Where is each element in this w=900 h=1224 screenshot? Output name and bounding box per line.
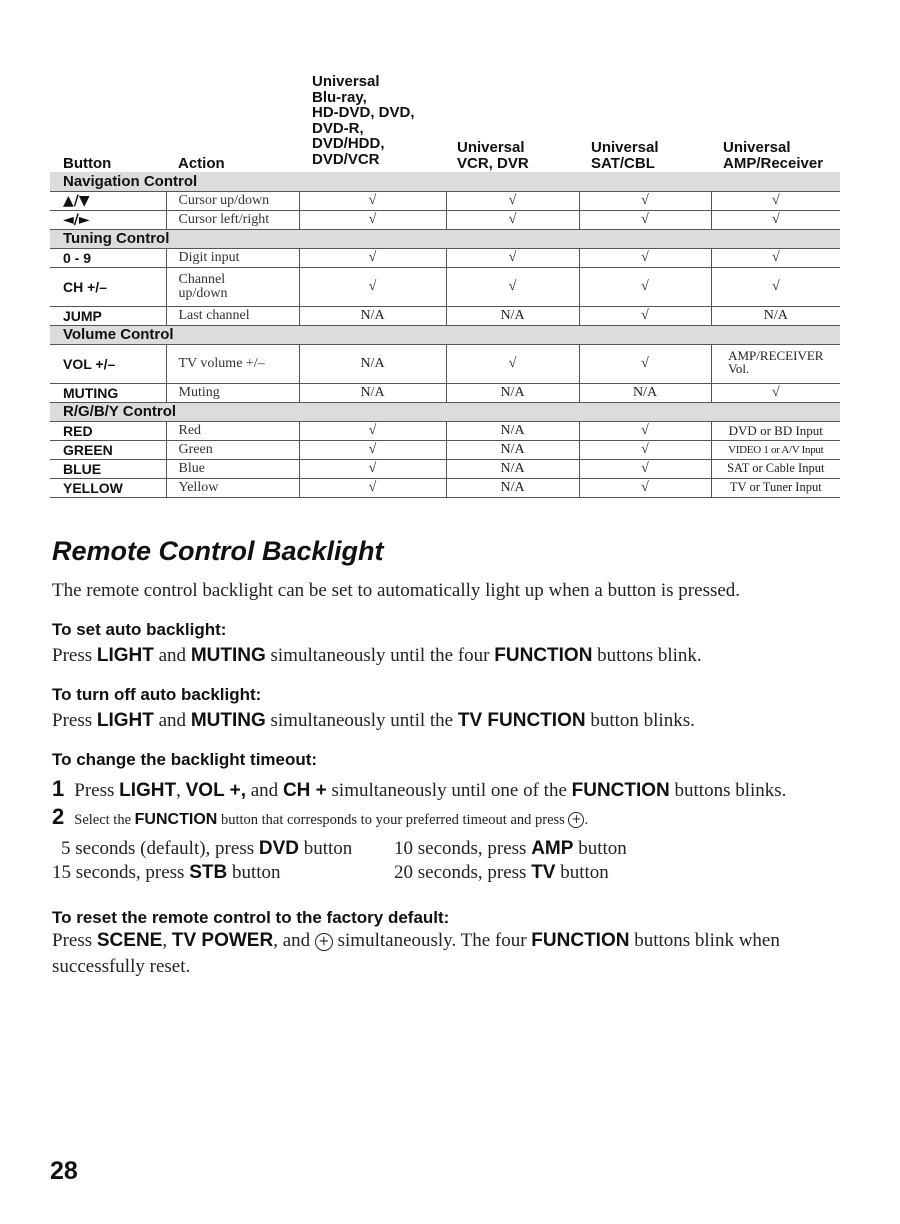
- header-col4: Universal AMP/Receiver: [723, 139, 824, 172]
- table-row: [50, 440, 840, 459]
- header-col1: Universal Blu-ray, HD-DVD, DVD, DVD-R, DVD/HDD, DVD/VCR: [312, 73, 415, 168]
- check-mark: √: [579, 191, 711, 210]
- check-mark: √: [711, 191, 840, 210]
- table-row: [50, 248, 840, 267]
- check-mark: √: [711, 267, 840, 306]
- section-label: R/G/B/Y Control: [50, 402, 840, 421]
- row-action: Cursor up/down: [166, 191, 299, 210]
- section-label: Volume Control: [50, 325, 840, 344]
- cell-value: SAT or Cable Input: [711, 459, 840, 478]
- cell-value: N/A: [446, 421, 579, 440]
- row-button: ◄/►: [50, 210, 166, 229]
- row-button: 0 - 9: [50, 248, 166, 267]
- set-heading: To set auto backlight:: [52, 620, 227, 639]
- check-mark: √: [299, 421, 446, 440]
- row-button: GREEN: [50, 440, 166, 459]
- check-mark: √: [299, 267, 446, 306]
- section-rgby: [50, 402, 840, 421]
- check-mark: √: [579, 267, 711, 306]
- check-mark: √: [299, 478, 446, 497]
- reset-text-line2: successfully reset.: [52, 956, 191, 977]
- reset-heading: To reset the remote control to the factory default:: [52, 908, 450, 927]
- table-row: [50, 344, 840, 383]
- table-row: [50, 459, 840, 478]
- check-mark: √: [446, 248, 579, 267]
- timeout-15s: 15 seconds, press STB button: [52, 862, 281, 883]
- check-mark: √: [711, 248, 840, 267]
- row-button: ▲/▼: [50, 191, 166, 210]
- row-button: JUMP: [50, 306, 166, 325]
- table-row: [50, 478, 840, 497]
- cell-value: N/A: [446, 440, 579, 459]
- check-mark: √: [579, 248, 711, 267]
- check-mark: √: [579, 478, 711, 497]
- check-mark: √: [299, 248, 446, 267]
- check-mark: √: [446, 267, 579, 306]
- set-text: Press LIGHT and MUTING simultaneously until the four FUNCTION buttons blink.: [52, 645, 702, 666]
- row-action: Digit input: [166, 248, 299, 267]
- cell-value: N/A: [446, 306, 579, 325]
- plus-button-icon: +: [315, 933, 333, 951]
- table-row: [50, 210, 840, 229]
- check-mark: √: [579, 459, 711, 478]
- cell-value: DVD or BD Input: [711, 421, 840, 440]
- table-row: [50, 421, 840, 440]
- header-action: Action: [178, 155, 225, 172]
- off-heading: To turn off auto backlight:: [52, 685, 262, 704]
- row-button: CH +/–: [50, 267, 166, 306]
- cell-value: N/A: [711, 306, 840, 325]
- row-button: VOL +/–: [50, 344, 166, 383]
- row-button: MUTING: [50, 383, 166, 402]
- header-col3: Universal SAT/CBL: [591, 139, 659, 172]
- timeout-10s: 10 seconds, press AMP button: [394, 838, 627, 859]
- row-action: Green: [166, 440, 299, 459]
- check-mark: √: [579, 344, 711, 383]
- check-mark: √: [299, 440, 446, 459]
- header-button: Button: [63, 155, 112, 172]
- check-mark: √: [711, 210, 840, 229]
- timeout-heading: To change the backlight timeout:: [52, 750, 318, 769]
- check-mark: √: [579, 210, 711, 229]
- step-2: 2 Select the FUNCTION button that corresponds to your preferred timeout and press + .: [52, 804, 589, 829]
- section-label: Navigation Control: [50, 172, 840, 191]
- row-action: Muting: [166, 383, 299, 402]
- row-button: RED: [50, 421, 166, 440]
- step-1: 1 Press LIGHT, VOL +, and CH + simultaneously until one of the FUNCTION buttons blinks.: [52, 776, 787, 801]
- row-action: Cursor left/right: [166, 210, 299, 229]
- row-action: Last channel: [166, 306, 299, 325]
- table-row: [50, 191, 840, 210]
- check-mark: √: [446, 210, 579, 229]
- table-row: [50, 267, 840, 306]
- cell-value: N/A: [579, 383, 711, 402]
- off-text: Press LIGHT and MUTING simultaneously until the TV FUNCTION button blinks.: [52, 710, 695, 731]
- row-action: Red: [166, 421, 299, 440]
- row-action: Channel up/down: [166, 267, 299, 306]
- row-button: BLUE: [50, 459, 166, 478]
- table-row: [50, 383, 840, 402]
- row-action: Yellow: [166, 478, 299, 497]
- check-mark: √: [446, 191, 579, 210]
- intro-text: The remote control backlight can be set to automatically light up when a button is pressed.: [52, 580, 741, 601]
- compatibility-table: [50, 172, 840, 498]
- reset-text: Press SCENE, TV POWER, and + simultaneously. The four FUNCTION buttons blink when: [52, 930, 780, 951]
- check-mark: √: [299, 459, 446, 478]
- check-mark: √: [579, 421, 711, 440]
- check-mark: √: [299, 210, 446, 229]
- page-number: 28: [50, 1157, 78, 1185]
- cell-value: TV or Tuner Input: [711, 478, 840, 497]
- cell-value: N/A: [446, 478, 579, 497]
- timeout-5s: 5 seconds (default), press DVD button: [61, 838, 353, 859]
- row-action: TV volume +/–: [166, 344, 299, 383]
- row-action: Blue: [166, 459, 299, 478]
- header-col2: Universal VCR, DVR: [457, 139, 529, 172]
- cell-value: N/A: [446, 383, 579, 402]
- section-title: Remote Control Backlight: [52, 536, 384, 566]
- cell-value: N/A: [299, 383, 446, 402]
- section-volume: [50, 325, 840, 344]
- check-mark: √: [446, 344, 579, 383]
- section-navigation: [50, 172, 840, 191]
- cell-value: N/A: [299, 344, 446, 383]
- plus-button-icon: +: [568, 812, 584, 828]
- section-tuning: [50, 229, 840, 248]
- cell-value: AMP/RECEIVER Vol.: [711, 344, 840, 383]
- check-mark: √: [579, 440, 711, 459]
- timeout-20s: 20 seconds, press TV button: [394, 862, 609, 883]
- section-label: Tuning Control: [50, 229, 840, 248]
- cell-value: VIDEO 1 or A/V Input: [711, 440, 840, 459]
- check-mark: √: [711, 383, 840, 402]
- cell-value: N/A: [446, 459, 579, 478]
- cell-value: N/A: [299, 306, 446, 325]
- table-row: [50, 306, 840, 325]
- row-button: YELLOW: [50, 478, 166, 497]
- check-mark: √: [579, 306, 711, 325]
- check-mark: √: [299, 191, 446, 210]
